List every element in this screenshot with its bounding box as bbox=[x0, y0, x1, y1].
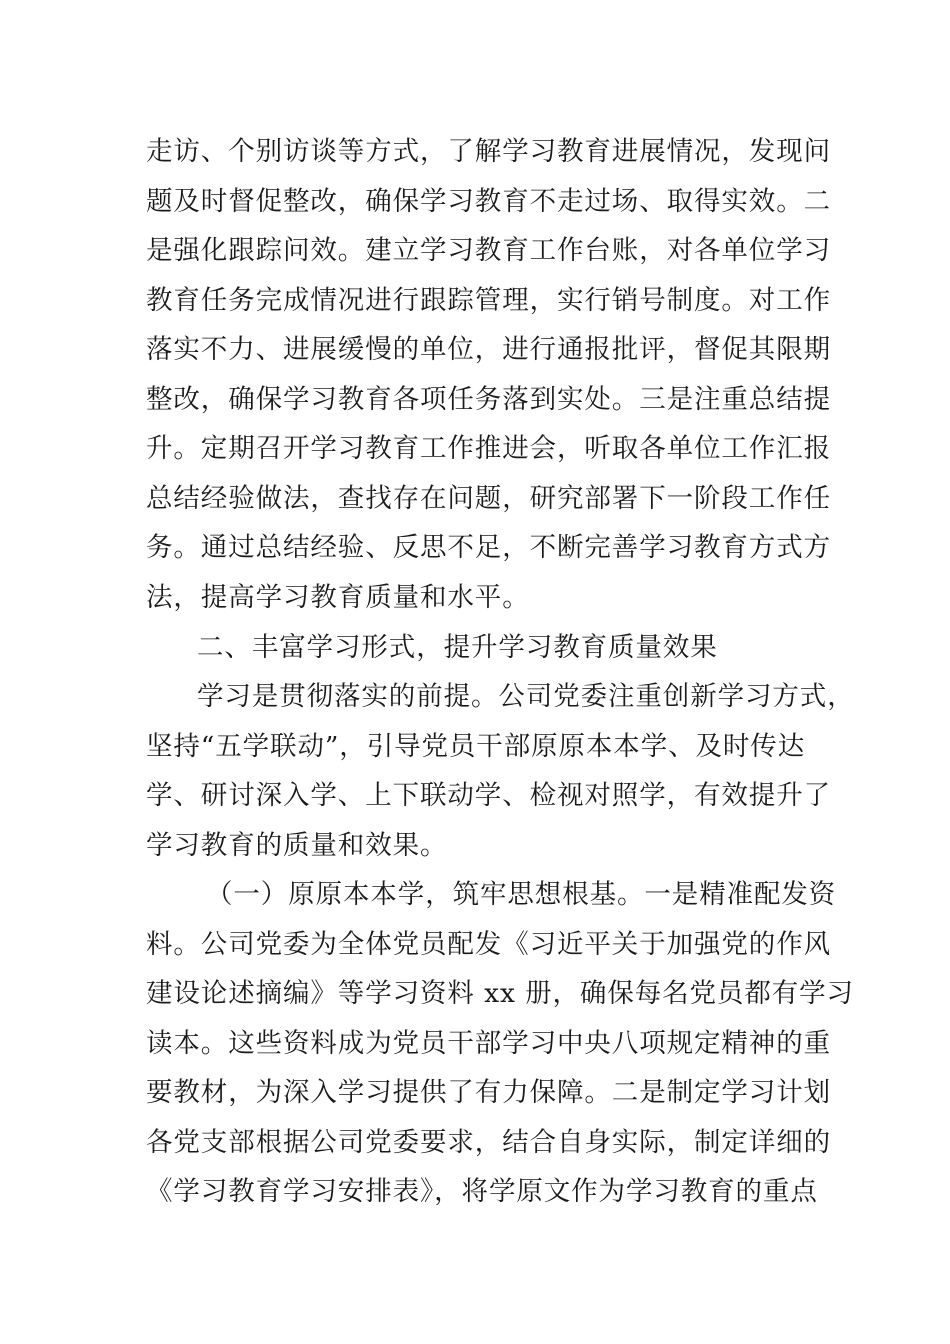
body-text-line: 总结经验做法，查找存在问题，研究部署下一阶段工作任 bbox=[146, 483, 831, 514]
body-text-line: 题及时督促整改，确保学习教育不走过场、取得实效。二 bbox=[146, 186, 831, 217]
body-text-line: 《学习教育学习安排表》，将学原文作为学习教育的重点 bbox=[146, 1176, 818, 1207]
body-text-line: 法，提高学习教育质量和水平。 bbox=[146, 582, 530, 613]
body-text-line: 学习教育的质量和效果。 bbox=[146, 830, 448, 861]
subsection-heading-line: （一）原原本本学，筑牢思想根基。一是精准配发资 bbox=[206, 879, 837, 910]
body-text-line: 学、研讨深入学、上下联动学、检视对照学，有效提升了 bbox=[146, 780, 831, 811]
body-text-line: 走访、个别访谈等方式，了解学习教育进展情况，发现问 bbox=[146, 136, 831, 167]
body-text-line: 各党支部根据公司党委要求，结合自身实际，制定详细的 bbox=[146, 1127, 831, 1158]
body-text-line: 是强化跟踪问效。建立学习教育工作台账，对各单位学习 bbox=[146, 235, 831, 266]
body-text-line: 要教材，为深入学习提供了有力保障。二是制定学习计划 bbox=[146, 1077, 831, 1108]
body-text-line: 读本。这些资料成为党员干部学习中央八项规定精神的重 bbox=[146, 1028, 831, 1059]
body-text-line: 整改，确保学习教育各项任务落到实处。三是注重总结提 bbox=[146, 384, 831, 415]
body-text-line: 落实不力、进展缓慢的单位，进行通报批评，督促其限期 bbox=[146, 334, 831, 365]
body-text-line: 建设论述摘编》等学习资料 xx 册，确保每名党员都有学习 bbox=[146, 978, 854, 1009]
body-text-line: 料。公司党委为全体党员配发《习近平关于加强党的作风 bbox=[146, 929, 831, 960]
section-heading: 二、丰富学习形式，提升学习教育质量效果 bbox=[197, 632, 718, 663]
body-text-line: 务。通过总结经验、反思不足，不断完善学习教育方式方 bbox=[146, 532, 831, 563]
body-text-line: 教育任务完成情况进行跟踪管理，实行销号制度。对工作 bbox=[146, 285, 831, 316]
body-text-line: 升。定期召开学习教育工作推进会，听取各单位工作汇报 bbox=[146, 433, 831, 464]
body-text-line: 学习是贯彻落实的前提。公司党委注重创新学习方式， bbox=[197, 681, 855, 712]
body-text-line: 坚持“五学联动”，引导党员干部原原本本学、及时传达 bbox=[146, 731, 806, 762]
